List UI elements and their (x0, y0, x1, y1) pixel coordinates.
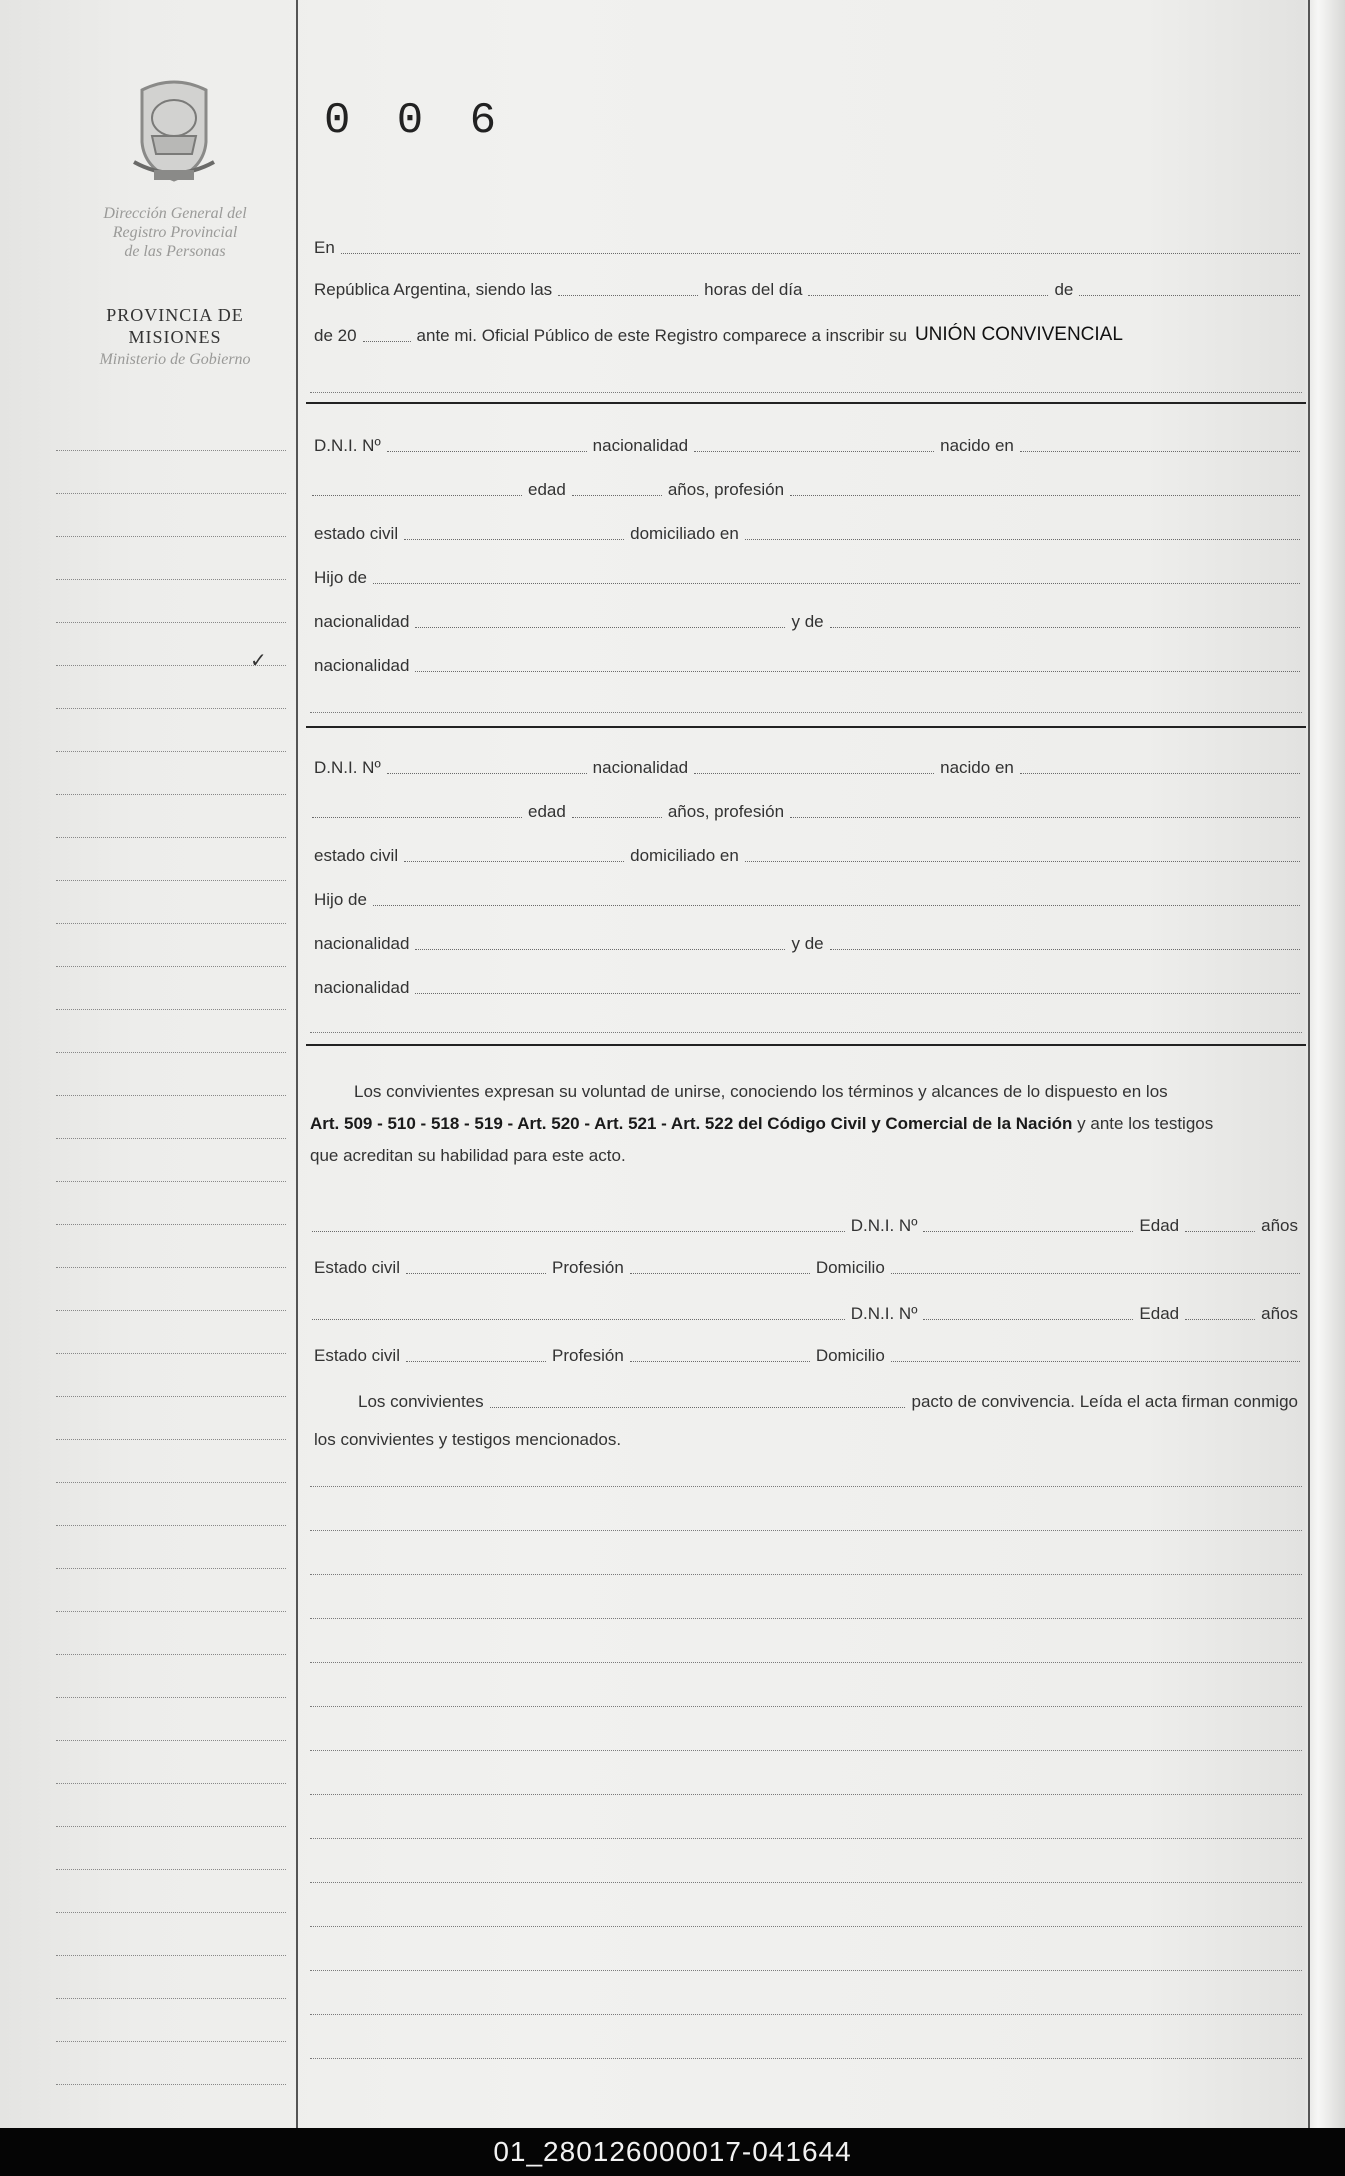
w1-row-estado (310, 1252, 1302, 1278)
declaration-line-1: Los convivientes expresan su voluntad de unirse, conociendo los términos y alcances de lo dispuesto en los (354, 1082, 1168, 1101)
p1-hijo-label: Hijo de (314, 568, 367, 587)
w2-edad-field[interactable] (1185, 1313, 1255, 1320)
w1-profesion-label: Profesión (551, 1258, 624, 1277)
p2-birthdate-field[interactable] (312, 811, 522, 818)
p1-hijo-field[interactable] (373, 577, 1300, 584)
coat-of-arms-icon (124, 72, 224, 192)
margin-note-line[interactable] (56, 880, 286, 881)
margin-note-line[interactable] (56, 1353, 286, 1354)
section-rule-1 (306, 402, 1306, 404)
p2-nacionalidad-field[interactable] (694, 767, 934, 774)
agency-line-3: de las Personas (124, 243, 226, 260)
agency-line-2: Registro Provincial (112, 224, 238, 241)
note-line[interactable] (310, 1662, 1302, 1663)
p1-nacionalidad-label: nacionalidad (592, 436, 689, 455)
margin-note-line[interactable] (56, 1525, 286, 1526)
w2-estado-label: Estado civil (314, 1346, 400, 1365)
note-line[interactable] (310, 1530, 1302, 1531)
margin-note-line[interactable] (56, 2041, 286, 2042)
margin-note-line[interactable] (56, 1267, 286, 1268)
note-line[interactable] (310, 1838, 1302, 1839)
p2-nacionalidad-label: nacionalidad (592, 758, 689, 777)
year-field[interactable] (363, 335, 411, 342)
closing-convivientes-label: Los convivientes (358, 1392, 484, 1411)
margin-note-line[interactable] (56, 1568, 286, 1569)
p1-blank-line[interactable] (310, 712, 1302, 713)
closing-pacto-label: pacto de convivencia. Leída el acta firman conmigo (911, 1392, 1298, 1411)
margin-note-line[interactable] (56, 1138, 286, 1139)
w2-row-dni (310, 1298, 1302, 1324)
margin-note-line[interactable] (56, 708, 286, 709)
note-line[interactable] (310, 1970, 1302, 1971)
p2-edad-label: edad (528, 802, 566, 821)
margin-note-line[interactable] (56, 1740, 286, 1741)
p2-domicilio-field[interactable] (745, 855, 1300, 862)
p1-profesion-field[interactable] (790, 489, 1300, 496)
margin-note-line[interactable] (56, 1826, 286, 1827)
note-line[interactable] (310, 1750, 1302, 1751)
note-line[interactable] (310, 1574, 1302, 1575)
w1-profesion-field[interactable] (630, 1267, 810, 1274)
margin-note-line[interactable] (56, 1095, 286, 1096)
p1-edad-label: edad (528, 480, 566, 499)
w2-domicilio-field[interactable] (891, 1355, 1300, 1362)
de-label: de (1054, 280, 1074, 299)
declaration-paragraph (310, 1076, 1302, 1172)
margin-note-line[interactable] (56, 1611, 286, 1612)
declaration-articles: Art. 509 - 510 - 518 - 519 - Art. 520 - Art. 521 - Art. 522 del Código Civil y Comercial de la Nación (310, 1114, 1073, 1133)
margin-note-line[interactable] (56, 1912, 286, 1913)
w1-anos-label: años (1261, 1216, 1298, 1235)
margin-note-line[interactable] (56, 1697, 286, 1698)
p2-hijo-field[interactable] (373, 899, 1300, 906)
w2-profesion-field[interactable] (630, 1355, 810, 1362)
w2-dni-label: D.N.I. Nº (850, 1304, 918, 1323)
p1-row-hijo (310, 562, 1302, 588)
p1-nac-padre-label: nacionalidad (314, 612, 410, 631)
margin-note-line[interactable] (56, 1439, 286, 1440)
p2-nacido-label: nacido en (940, 758, 1014, 777)
p1-nac-madre-field[interactable] (415, 665, 1300, 672)
p2-nac-padre-label: nacionalidad (314, 934, 410, 953)
p2-row-dni (310, 752, 1302, 778)
margin-note-line[interactable] (56, 2084, 286, 2085)
margin-note-line[interactable] (56, 1224, 286, 1225)
record-number: 0 0 6 (324, 96, 507, 146)
p1-edad-field[interactable] (572, 489, 662, 496)
p2-nac-madre-field[interactable] (415, 987, 1300, 994)
horas-label: horas del día (704, 280, 803, 299)
ministry-label: Ministerio de Gobierno (99, 351, 251, 368)
p1-madre-field[interactable] (830, 621, 1300, 628)
intro-row-1 (310, 232, 1302, 258)
declaration-line-3: que acreditan su habilidad para este acto. (310, 1146, 626, 1165)
p2-nac-madre-label: nacionalidad (314, 978, 410, 997)
w1-dni-field[interactable] (923, 1225, 1133, 1232)
p1-row-estado (310, 518, 1302, 544)
hour-field[interactable] (558, 289, 698, 296)
margin-note-line[interactable] (56, 1783, 286, 1784)
margin-note-line[interactable] (56, 1998, 286, 1999)
w2-domicilio-label: Domicilio (815, 1346, 885, 1365)
intro-blank-line[interactable] (310, 392, 1302, 393)
p2-row-nac-madre (310, 972, 1302, 998)
p2-nacido-field[interactable] (1020, 767, 1300, 774)
union-convivencial-label: UNIÓN CONVIVENCIAL (914, 324, 1123, 345)
scan-id-footer: 01_280126000017-041644 (0, 2128, 1345, 2176)
p1-estado-field[interactable] (404, 533, 624, 540)
p2-profesion-label: años, profesión (667, 802, 785, 821)
ante-mi-label: ante mi. Oficial Público de este Registro comparece a inscribir su (416, 326, 907, 345)
p2-row-nac-padre (310, 928, 1302, 954)
margin-note-line[interactable] (56, 1869, 286, 1870)
p1-dni-label: D.N.I. Nº (314, 436, 381, 455)
day-field[interactable] (808, 289, 1048, 296)
p1-nacionalidad-field[interactable] (694, 445, 934, 452)
w2-anos-label: años (1261, 1304, 1298, 1323)
w2-name-field[interactable] (312, 1313, 845, 1320)
note-line[interactable] (310, 1706, 1302, 1707)
en-label: En (314, 238, 335, 257)
section-rule-3 (306, 1044, 1306, 1046)
margin-note-line[interactable] (56, 1482, 286, 1483)
year-prefix-label: de 20 (314, 326, 357, 345)
p2-row-edad (310, 796, 1302, 822)
margin-note-line[interactable] (56, 1654, 286, 1655)
note-line[interactable] (310, 1618, 1302, 1619)
w1-name-field[interactable] (312, 1225, 845, 1232)
w1-estado-field[interactable] (406, 1267, 546, 1274)
intro-row-3 (310, 320, 1302, 346)
p2-profesion-field[interactable] (790, 811, 1300, 818)
section-rule-2 (306, 726, 1306, 728)
p2-edad-field[interactable] (572, 811, 662, 818)
p2-madre-field[interactable] (830, 943, 1300, 950)
margin-note-line[interactable] (56, 794, 286, 795)
margin-note-line[interactable] (56, 966, 286, 967)
check-mark-icon: ✓ (250, 650, 267, 672)
agency-line-1: Dirección General del (103, 205, 247, 222)
p1-row-dni (310, 430, 1302, 456)
margin-note-line[interactable] (56, 579, 286, 580)
p1-nac-padre-field[interactable] (415, 621, 785, 628)
p2-domicilio-label: domiciliado en (630, 846, 739, 865)
closing-row-1 (310, 1386, 1302, 1412)
p1-domicilio-label: domiciliado en (630, 524, 739, 543)
w2-estado-field[interactable] (406, 1355, 546, 1362)
note-line[interactable] (310, 1486, 1302, 1487)
p2-estado-label: estado civil (314, 846, 399, 865)
w2-dni-field[interactable] (923, 1313, 1133, 1320)
intro-row-2 (310, 274, 1302, 300)
closing-line-2: los convivientes y testigos mencionados. (314, 1430, 622, 1449)
margin-note-line[interactable] (56, 1396, 286, 1397)
p1-domicilio-field[interactable] (745, 533, 1300, 540)
p1-nacido-field[interactable] (1020, 445, 1300, 452)
p1-nacido-label: nacido en (940, 436, 1014, 455)
note-line[interactable] (310, 1926, 1302, 1927)
right-border (1308, 0, 1310, 2128)
margin-note-line[interactable] (56, 837, 286, 838)
note-line[interactable] (310, 1882, 1302, 1883)
margin-column (0, 0, 298, 2128)
w1-row-dni (310, 1210, 1302, 1236)
margin-note-line[interactable] (56, 493, 286, 494)
closing-row-2 (310, 1424, 1302, 1450)
note-line[interactable] (310, 2058, 1302, 2059)
place-field[interactable] (341, 247, 1300, 254)
p1-row-nac-padre (310, 606, 1302, 632)
w1-domicilio-label: Domicilio (815, 1258, 885, 1277)
w1-edad-field[interactable] (1185, 1225, 1255, 1232)
margin-note-line[interactable] (56, 1009, 286, 1010)
republica-label: República Argentina, siendo las (314, 280, 553, 299)
margin-note-line[interactable] (56, 923, 286, 924)
w1-estado-label: Estado civil (314, 1258, 400, 1277)
p1-estado-label: estado civil (314, 524, 399, 543)
p2-hijo-label: Hijo de (314, 890, 367, 909)
p1-profesion-label: años, profesión (667, 480, 785, 499)
p1-y-de-label: y de (791, 612, 824, 631)
margin-note-line[interactable] (56, 1955, 286, 1956)
note-line[interactable] (310, 2014, 1302, 2015)
w2-row-estado (310, 1340, 1302, 1366)
margin-note-line[interactable] (56, 1310, 286, 1311)
margin-note-line[interactable] (56, 1052, 286, 1053)
p2-nac-padre-field[interactable] (415, 943, 785, 950)
p1-row-nac-madre (310, 650, 1302, 676)
record-form (300, 0, 1310, 2128)
margin-note-line[interactable] (56, 450, 286, 451)
p1-birthdate-field[interactable] (312, 489, 522, 496)
p2-y-de-label: y de (791, 934, 824, 953)
w2-edad-label: Edad (1139, 1304, 1180, 1323)
p2-estado-field[interactable] (404, 855, 624, 862)
p2-dni-label: D.N.I. Nº (314, 758, 381, 777)
p2-row-estado (310, 840, 1302, 866)
province-line-2: MISIONES (128, 327, 222, 347)
margin-note-line[interactable] (56, 536, 286, 537)
margin-note-line[interactable] (56, 1181, 286, 1182)
closing-pact-field[interactable] (490, 1401, 906, 1408)
w1-domicilio-field[interactable] (891, 1267, 1300, 1274)
margin-note-line[interactable] (56, 622, 286, 623)
declaration-line-2: y ante los testigos (1077, 1114, 1214, 1133)
margin-note-line[interactable] (56, 751, 286, 752)
p2-dni-field[interactable] (387, 767, 587, 774)
month-field[interactable] (1079, 289, 1300, 296)
w1-dni-label: D.N.I. Nº (850, 1216, 918, 1235)
p2-blank-line[interactable] (310, 1032, 1302, 1033)
p1-dni-field[interactable] (387, 445, 587, 452)
margin-divider (296, 0, 298, 2128)
p1-row-edad (310, 474, 1302, 500)
p2-row-hijo (310, 884, 1302, 910)
w1-edad-label: Edad (1139, 1216, 1180, 1235)
province-line-1: PROVINCIA DE (106, 305, 244, 325)
note-line[interactable] (310, 1794, 1302, 1795)
w2-profesion-label: Profesión (551, 1346, 624, 1365)
p1-nac-madre-label: nacionalidad (314, 656, 410, 675)
